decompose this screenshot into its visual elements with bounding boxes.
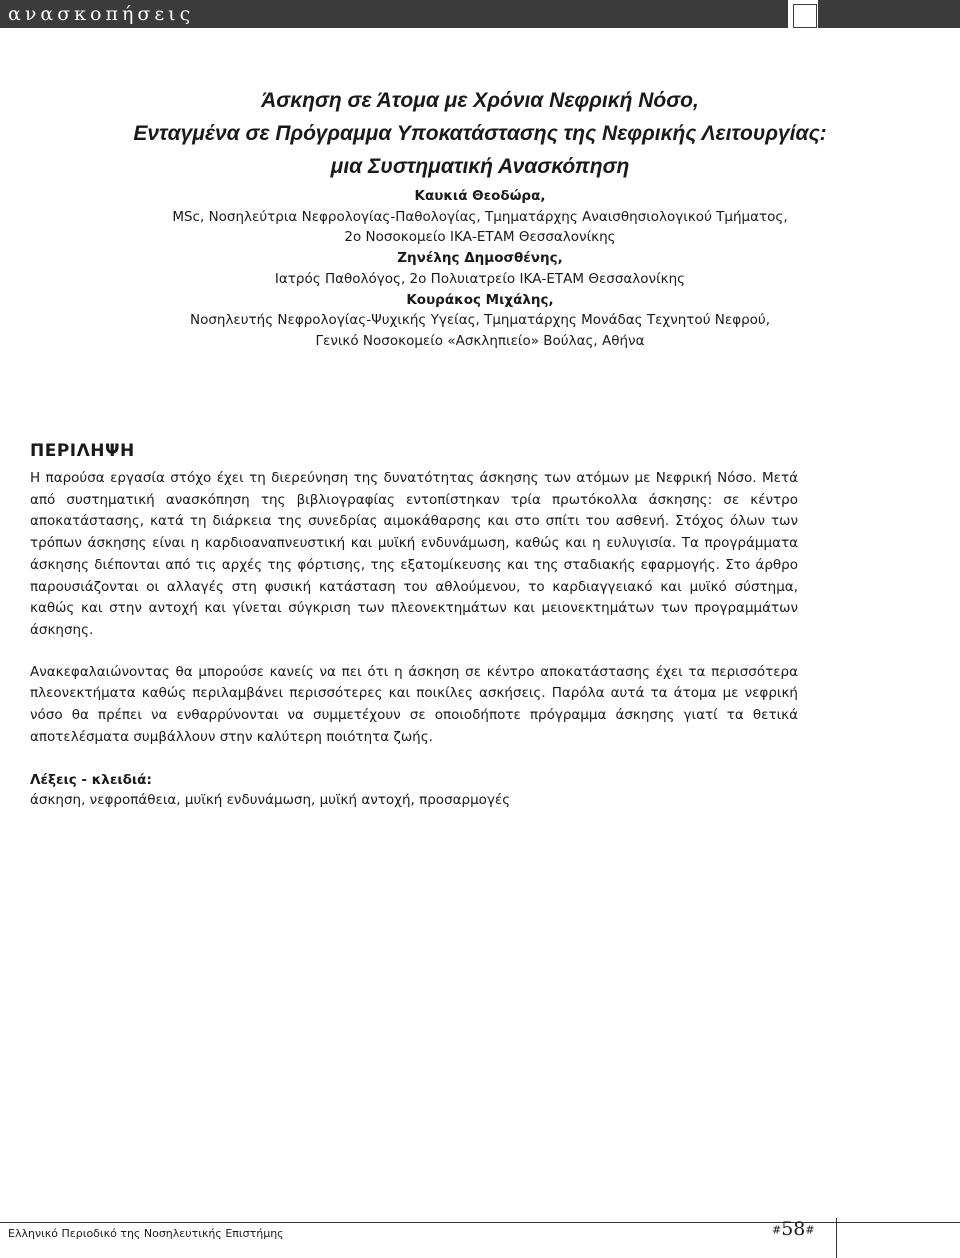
keywords-label: Λέξεις - κλειδιά: (30, 772, 152, 789)
abstract-paragraph: Η παρούσα εργασία στόχο έχει τη διερεύνηση της δυνατότητας άσκησης των ατόμων με Νεφρική Νόσο. Μετά από συστηματική ανασκόπηση της βιβλιογραφίας εντοπίστηκαν τρία πρωτόκολλα άσκησης: σε κέντρο αποκατάστασης, κατά τη διάρκεια της συνεδρίας αιμοκάθαρσης και στο σπίτι του ασθενή. Στόχος όλων των τρόπων άσκησης είναι η καρδιοαναπνευστική και μυϊκή ενδυνάμωση, καθώς και η ευλυγισία. Τα προγράμματα άσκησης διέπονται από τις αρχές της φόρτισης, της εξατομίκευσης και της σταδιακής εφαρμογής. Στο άρθρο παρουσιάζονται οι αλλαγές στη φυσική κατάσταση του αθλούμενου, το καρδιαγγειακό και μυϊκό σύστημα, καθώς και στην αντοχή και γίνεται σύγκριση των πλεονεκτημάτων και μειονεκτημάτων των προγραμμάτων άσκησης. (30, 470, 798, 638)
footer-divider (836, 1218, 837, 1258)
author-affiliation: Νοσηλευτής Νεφρολογίας-Ψυχικής Υγείας, Τμηματάρχης Μονάδας Τεχνητού Νεφρού, (189, 312, 771, 329)
author-affiliation: Γενικό Νοσοκομείο «Ασκληπιείο» Βούλας, Αθήνα (315, 332, 645, 349)
title-line-2: Ενταγμένα σε Πρόγραμμα Υποκατάστασης της Νεφρικής Λειτουργίας: (133, 122, 827, 145)
title-line-3: μια Συστηματική Ανασκόπηση (330, 155, 630, 178)
header-corner-box (793, 4, 817, 28)
page-number-value: 58 (781, 1218, 806, 1240)
author-name: Κουράκος Μιχάλης, (406, 291, 554, 308)
article-title (30, 84, 930, 183)
abstract-section (30, 440, 798, 810)
abstract-heading: ΠΕΡΙΛΗΨΗ (30, 441, 135, 461)
author-list (30, 186, 930, 352)
keywords: άσκηση, νεφροπάθεια, μυϊκή ενδυνάμωση, μυϊκή αντοχή, προσαρμογές (30, 792, 511, 809)
header-bar (0, 0, 788, 28)
author-affiliation: Ιατρός Παθολόγος, 2ο Πολυιατρείο ΙΚΑ-ΕΤΑΜ Θεσσαλονίκης (274, 270, 686, 287)
header-right-bar (818, 0, 960, 28)
author-affiliation: 2ο Νοσοκομείο ΙΚΑ-ΕΤΑΜ Θεσσαλονίκης (344, 229, 616, 246)
page-hash: # (772, 1223, 782, 1237)
author-affiliation: MSc, Νοσηλεύτρια Νεφρολογίας-Παθολογίας, Τμηματάρχης Αναισθησιολογικού Τμήματος, (172, 208, 788, 225)
section-label: ανασκοπήσεις (8, 3, 195, 25)
page-hash: # (805, 1223, 815, 1237)
title-line-1: Άσκηση σε Άτομα με Χρόνια Νεφρική Νόσο, (261, 89, 699, 112)
abstract-paragraph: Ανακεφαλαιώνοντας θα μπορούσε κανείς να πει ότι η άσκηση σε κέντρο αποκατάστασης έχει τα περισσότερα πλεονεκτήματα καθώς περιλαμβάνει περισσότερες και ποικίλες ασκήσεις. Παρόλα αυτά τα άτομα με νεφρική νόσο θα πρέπει να ενθαρρύνονται να συμμετέχουν σε οποιοδήποτε πρόγραμμα άσκησης γιατί τα θετικά αποτελέσματα συμβάλλουν στην καλύτερη ποιότητα ζωής. (30, 663, 798, 745)
author-name: Καυκιά Θεοδώρα, (414, 188, 546, 204)
author-name: Ζηνέλης Δημοσθένης, (397, 250, 563, 267)
page-number (772, 1218, 815, 1240)
journal-name: Ελληνικό Περιοδικό της Νοσηλευτικής Επιστήμης (8, 1227, 284, 1240)
